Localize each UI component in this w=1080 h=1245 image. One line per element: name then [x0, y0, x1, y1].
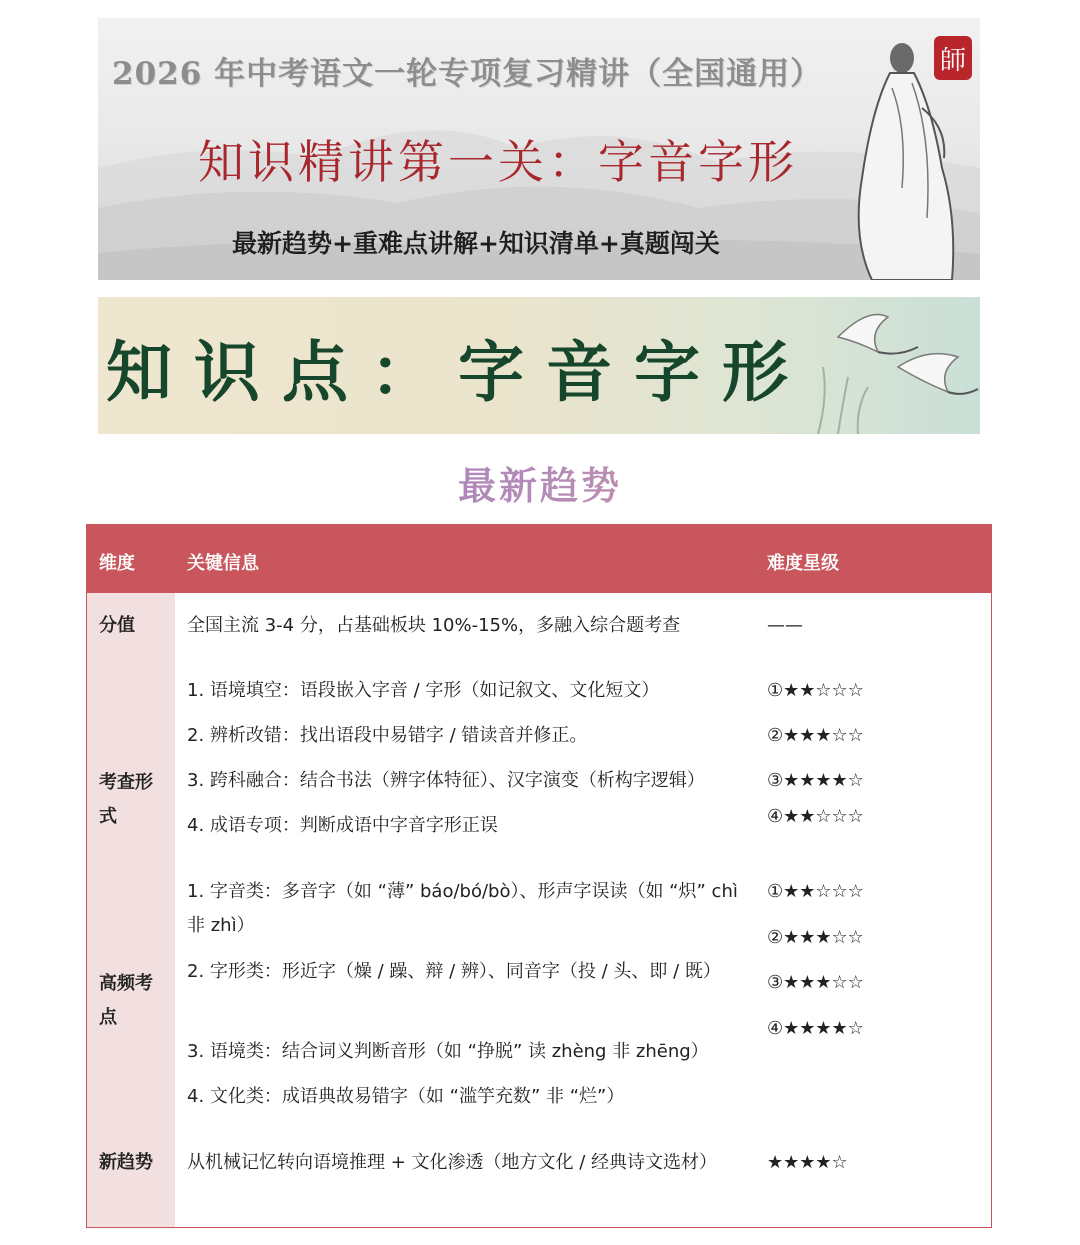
row-label-new-trend: 新趋势 — [99, 1152, 153, 1173]
exam-format-line-2: 2. 辨析改错：找出语段中易错字 / 错读音并修正。 — [187, 725, 588, 746]
exam-format-stars-3: ③★★★★☆ — [767, 770, 864, 791]
exam-format-stars-2: ②★★★☆☆ — [767, 725, 864, 746]
trend-table — [86, 524, 992, 1228]
table-header — [87, 525, 991, 593]
row-label-high-frequency: 高频考点 — [99, 973, 153, 1028]
high-frequency-stars-1: ①★★☆☆☆ — [767, 881, 864, 902]
row-label-score: 分值 — [99, 615, 135, 636]
lesson-subtitle: 最新趋势+重难点讲解+知识清单+真题闯关 — [232, 229, 720, 258]
cranes-illustration — [798, 297, 980, 434]
new-trend-stars: ★★★★☆ — [767, 1152, 848, 1173]
column-header-key-info: 关键信息 — [187, 553, 259, 574]
high-frequency-stars-2: ②★★★☆☆ — [767, 927, 864, 948]
high-frequency-line-1: 1. 字音类：多音字（如 “薄” báo/bó/bò）、形声字误读（如 “炽” chì 非 zhì） — [187, 881, 738, 936]
section-title: 最新趋势 — [0, 455, 1080, 510]
course-title: 2026 年中考语文一轮专项复习精讲（全国通用） — [112, 56, 823, 92]
score-info: 全国主流 3-4 分，占基础板块 10%-15%，多融入综合题考查 — [187, 615, 681, 636]
high-frequency-line-4: 4. 文化类：成语典故易错字（如 “滥竽充数” 非 “烂”） — [187, 1086, 625, 1107]
high-frequency-stars-3: ③★★★☆☆ — [767, 972, 864, 993]
knowledge-point-title: 知识点：字音字形 — [106, 333, 810, 411]
seal-stamp: 師 — [934, 36, 972, 80]
exam-format-line-1: 1. 语境填空：语段嵌入字音 / 字形（如记叙文、文化短文） — [187, 680, 660, 701]
row-label-exam-format: 考查形式 — [99, 772, 153, 827]
lesson-title: 知识精讲第一关：字音字形 — [198, 135, 798, 189]
exam-format-line-3: 3. 跨科融合：结合书法（辨字体特征）、汉字演变（析构字逻辑） — [187, 770, 705, 791]
exam-format-stars-4: ④★★☆☆☆ — [767, 806, 864, 827]
new-trend-info: 从机械记忆转向语境推理 + 文化渗透（地方文化 / 经典诗文选材） — [187, 1152, 718, 1173]
high-frequency-stars-4: ④★★★★☆ — [767, 1018, 864, 1039]
column-header-dimension: 维度 — [99, 553, 135, 574]
exam-format-stars-1: ①★★☆☆☆ — [767, 680, 864, 701]
high-frequency-line-3: 3. 语境类：结合词义判断音形（如 “挣脱” 读 zhèng 非 zhēng） — [187, 1041, 709, 1062]
high-frequency-line-2: 2. 字形类：形近字（燥 / 躁、辩 / 辨）、同音字（投 / 头、即 / 既） — [187, 961, 721, 982]
label-column — [87, 593, 175, 1227]
column-header-difficulty: 难度星级 — [767, 553, 839, 574]
knowledge-banner — [98, 297, 980, 434]
course-banner — [98, 18, 980, 280]
exam-format-line-4: 4. 成语专项：判断成语中字音字形正误 — [187, 815, 498, 836]
score-difficulty: —— — [767, 615, 803, 636]
